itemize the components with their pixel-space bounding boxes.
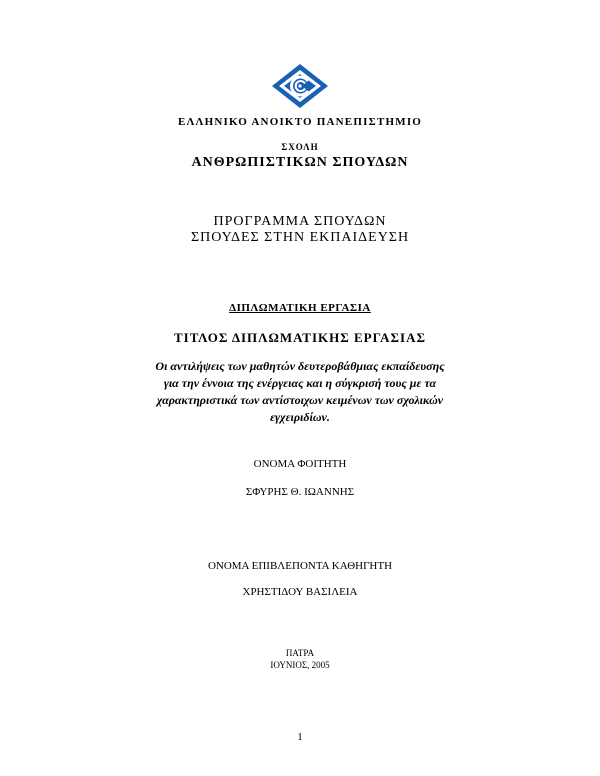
supervisor-name: ΧΡΗΣΤΙΔΟΥ ΒΑΣΙΛΕΙΑ [242,586,358,598]
thesis-title-line: χαρακτηριστικά των αντίστοιχων κειμένων των σχολικών [156,393,444,407]
school-name: ΑΝΘΡΩΠΙΣΤΙΚΩΝ ΣΠΟΥΔΩΝ [191,155,409,170]
thesis-title-label: ΤΙΤΛΟΣ ΔΙΠΛΩΜΑΤΙΚΗΣ ΕΡΓΑΣΙΑΣ [174,330,426,345]
thesis-title-line: εγχειριδίων. [270,410,330,424]
date: ΙΟΥΝΙΟΣ, 2005 [270,660,330,670]
supervisor-label: ΟΝΟΜΑ ΕΠΙΒΛΕΠΟΝΤΑ ΚΑΘΗΓΗΤΗ [207,560,393,572]
thesis-title-line: Οι αντιλήψεις των μαθητών δευτεροβάθμιας εκπαίδευσης [155,359,445,373]
program-name: ΣΠΟΥΔΕΣ ΣΤΗΝ ΕΚΠΑΙΔΕΥΣΗ [190,230,410,245]
thesis-label: ΔΙΠΛΩΜΑΤΙΚΗ ΕΡΓΑΣΙΑ [229,302,371,314]
student-name: ΣΦΥΡΗΣ Θ. ΙΩΑΝΝΗΣ [245,486,355,498]
page-number: 1 [297,731,303,743]
thesis-title [0,358,600,426]
program-label: ΠΡΟΓΡΑΜΜΑ ΣΠΟΥΔΩΝ [213,214,387,229]
city: ΠΑΤΡΑ [285,648,315,658]
thesis-title-line: για την έννοια της ενέργειας και η σύγκρισή τους με τα [163,376,437,390]
school-label: ΣΧΟΛΗ [281,142,319,152]
university-name: ΕΛΛΗΝΙΚΟ ΑΝΟΙΚΤΟ ΠΑΝΕΠΙΣΤΗΜΙΟ [177,116,423,128]
university-logo-icon [270,62,330,110]
student-label: ΟΝΟΜΑ ΦΟΙΤΗΤΗ [253,458,347,470]
